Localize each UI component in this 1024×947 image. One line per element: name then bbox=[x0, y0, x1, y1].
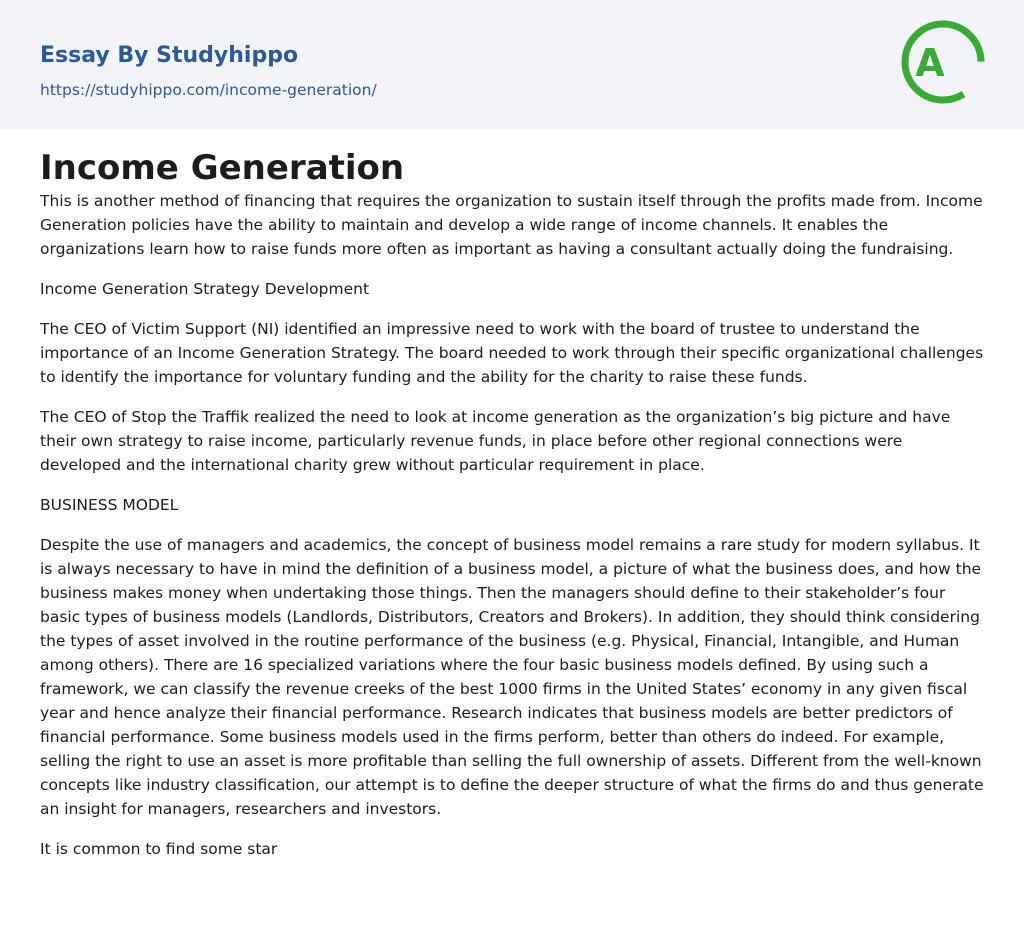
site-header bbox=[0, 0, 1024, 129]
logo-letter: A bbox=[915, 41, 945, 85]
brand-title: Essay By Studyhippo bbox=[40, 43, 299, 68]
paragraph-victim-support: The CEO of Victim Support (NI) identified an impressive need to work with the board of trustee to understand the importance of an Income Generation Strategy. The board needed to work through their specific organizational challenges to identify the importance for voluntary funding and the ability for the charity to raise these funds. bbox=[40, 320, 984, 386]
article bbox=[0, 147, 1024, 861]
paragraph-intro: This is another method of financing that requires the organization to sustain itself through the profits made from. Income Generation policies have the ability to maintain and develop a wide range of income channels. It enables the organizations learn how to raise funds more often as important as having a consultant actually doing the fundraising. bbox=[40, 192, 983, 258]
paragraph-subheading-strategy: Income Generation Strategy Development bbox=[40, 280, 370, 298]
page-title: Income Generation bbox=[40, 148, 405, 188]
paragraph-truncated: It is common to find some star bbox=[40, 840, 278, 858]
paragraph-stop-the-traffik: The CEO of Stop the Traffik realized the need to look at income generation as the organization’s big picture and have their own strategy to raise income, particularly revenue funds, in place before other regional connections were developed and the international charity grew without particular requirement in place. bbox=[40, 408, 951, 474]
studyhippo-logo-icon[interactable] bbox=[900, 19, 986, 105]
page-url-link[interactable]: https://studyhippo.com/income-generation/ bbox=[40, 81, 377, 99]
paragraph-business-model: Despite the use of managers and academics, the concept of business model remains a rare study for modern syllabus. It is always necessary to have in mind the definition of a business model, a picture of what the business does, and how the business makes money when undertaking those things. Then the managers should define to their stakeholder’s four basic types of business models (Landlords, Distributors, Creators and Brokers). In addition, they should think considering the types of asset involved in the routine performance of the business (e.g. Physical, Financial, Intangible, and Human among others). There are 16 specialized variations where the four basic business models defined. By using such a framework, we can classify the revenue creeks of the best 1000 firms in the United States’ economy in any given fiscal year and hence analyze their financial performance. Research indicates that business models are better predictors of financial performance. Some business models used in the firms perform, better than others do indeed. For example, selling the right to use an asset is more profitable than selling the full ownership of assets. Different from the well-known concepts like industry classification, our attempt is to define the deeper structure of what the firms do and thus generate an insight for managers, researchers and investors. bbox=[40, 536, 984, 818]
paragraph-subheading-business-model: BUSINESS MODEL bbox=[40, 496, 179, 514]
